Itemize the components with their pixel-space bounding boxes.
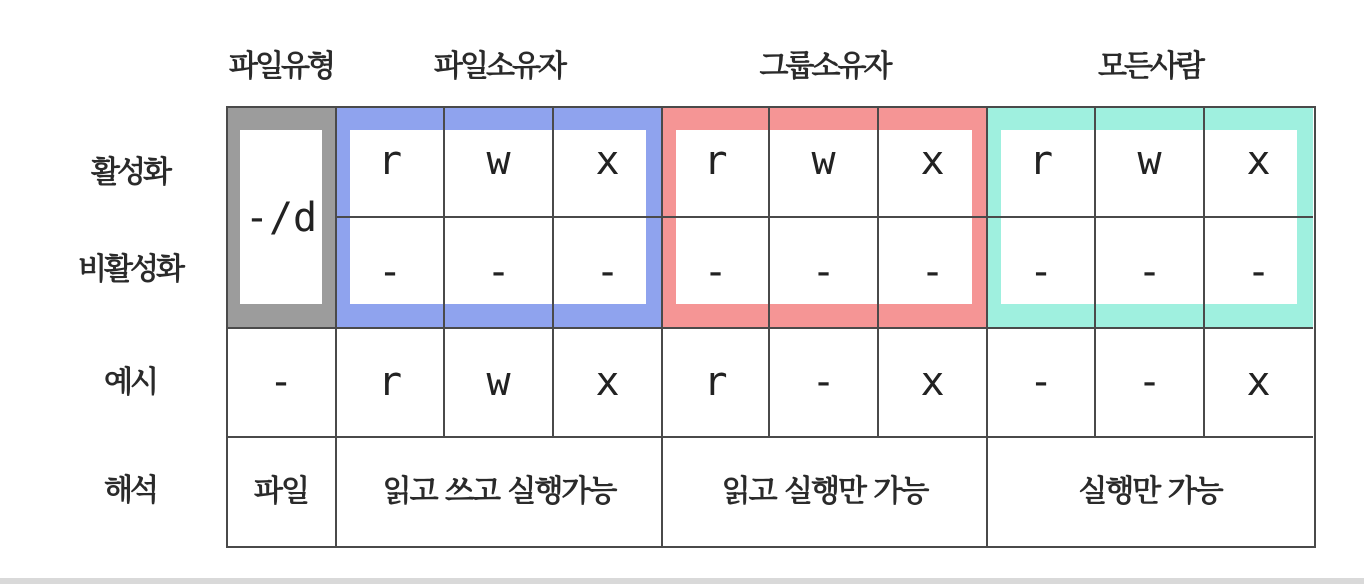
others-inactive-execute: - bbox=[1246, 249, 1271, 295]
group-active-read: r bbox=[703, 138, 728, 184]
example-cell: - bbox=[811, 359, 836, 405]
meaning-owner: 읽고 쓰고 실행가능 bbox=[382, 474, 616, 509]
example-cell: - bbox=[1137, 359, 1162, 405]
header-owner: 파일소유자 bbox=[434, 49, 564, 84]
group-inactive-read: - bbox=[703, 249, 728, 295]
owner-active-write: w bbox=[486, 138, 511, 184]
example-cell: - bbox=[268, 359, 294, 405]
example-cell: r bbox=[377, 359, 403, 405]
row-label-example: 예시 bbox=[104, 365, 156, 400]
owner-inactive-execute: - bbox=[595, 249, 620, 295]
row-label-inactive: 비활성화 bbox=[78, 252, 182, 287]
owner-inactive-write: - bbox=[486, 249, 511, 295]
group-inactive-write: - bbox=[811, 249, 836, 295]
group-inactive-execute: - bbox=[920, 249, 945, 295]
owner-active-read: r bbox=[377, 138, 403, 184]
row-label-active: 활성화 bbox=[91, 155, 169, 190]
others-inactive-write: - bbox=[1137, 249, 1162, 295]
file-type-cell: -/d bbox=[244, 195, 318, 241]
owner-inactive-read: - bbox=[377, 249, 403, 295]
bottom-edge bbox=[0, 578, 1364, 584]
meaning-group: 읽고 실행만 가능 bbox=[721, 474, 928, 509]
header-others: 모든사람 bbox=[1098, 49, 1202, 84]
header-group: 그룹소유자 bbox=[759, 49, 890, 84]
meaning-others: 실행만 가능 bbox=[1078, 474, 1222, 509]
example-cell: x bbox=[595, 359, 620, 405]
group-active-execute: x bbox=[920, 138, 945, 184]
owner-active-execute: x bbox=[595, 138, 620, 184]
others-active-execute: x bbox=[1246, 138, 1271, 184]
permission-grid bbox=[226, 106, 1314, 546]
example-cell: - bbox=[1028, 359, 1054, 405]
row-label-meaning: 해석 bbox=[104, 473, 156, 508]
example-cell: x bbox=[920, 359, 945, 405]
group-active-write: w bbox=[811, 138, 836, 184]
others-active-write: w bbox=[1137, 138, 1162, 184]
example-cell: x bbox=[1246, 359, 1271, 405]
example-cell: w bbox=[486, 359, 511, 405]
example-cell: r bbox=[703, 359, 728, 405]
meaning-file-type: 파일 bbox=[254, 474, 308, 509]
others-active-read: r bbox=[1028, 138, 1054, 184]
others-inactive-read: - bbox=[1028, 249, 1054, 295]
header-file-type: 파일유형 bbox=[229, 49, 333, 84]
